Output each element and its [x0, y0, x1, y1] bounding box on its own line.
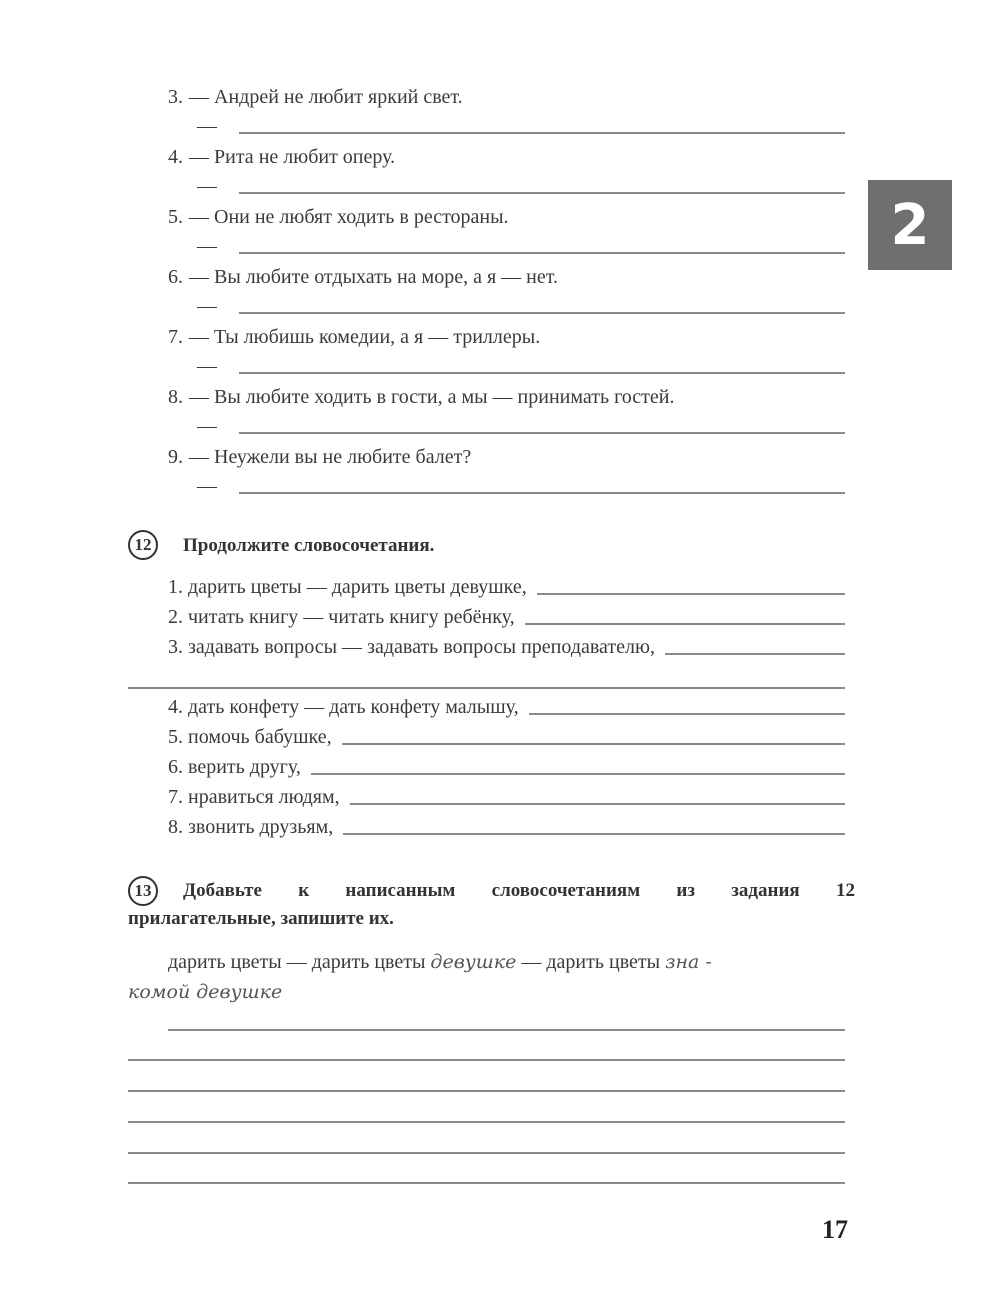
answer-row: [197, 415, 845, 438]
answer-line[interactable]: [168, 1029, 845, 1031]
chapter-tab: 2: [868, 180, 952, 270]
answer-line[interactable]: [128, 1059, 845, 1061]
exercise-13-title-line2: прилагательные, запишите их.: [128, 908, 394, 929]
answer-line[interactable]: [239, 432, 845, 434]
answer-line[interactable]: [239, 132, 845, 134]
answer-line[interactable]: [342, 743, 845, 745]
phrase-item: [168, 695, 845, 719]
exercise-12-number: 12: [128, 530, 158, 560]
answer-line[interactable]: [128, 1152, 845, 1154]
item-text: — Неужели вы не любите балет?: [189, 446, 472, 468]
phrase-text: 1. дарить цветы — дарить цветы девушке,: [168, 576, 527, 598]
answer-line[interactable]: [343, 833, 845, 835]
exercise-13-number: 13: [128, 876, 158, 906]
dialog-item: [168, 145, 395, 169]
phrase-text: 3. задавать вопросы — задавать вопросы преподавателю,: [168, 636, 655, 658]
dash: —: [197, 355, 217, 377]
phrase-item: [168, 605, 845, 629]
dash: —: [197, 295, 217, 317]
handwritten-answer: девушке: [430, 951, 517, 973]
item-text: — Вы любите отдыхать на море, а я — нет.: [189, 266, 558, 288]
answer-line[interactable]: [239, 312, 845, 314]
answer-line[interactable]: [239, 372, 845, 374]
answer-line[interactable]: [128, 1121, 845, 1123]
dash: —: [197, 475, 217, 497]
phrase-item: [168, 575, 845, 599]
item-number: 7.: [168, 326, 183, 348]
answer-row: [197, 175, 845, 198]
answer-row: [197, 235, 845, 258]
answer-line[interactable]: [665, 653, 845, 655]
example-line-2: [128, 980, 282, 1004]
answer-line[interactable]: [128, 687, 845, 689]
item-number: 5.: [168, 206, 183, 228]
dialog-item: [168, 445, 471, 469]
dialog-item: [168, 85, 463, 109]
phrase-text: 6. верить другу,: [168, 756, 301, 778]
example-text: — дарить цветы: [516, 951, 666, 973]
answer-line[interactable]: [529, 713, 845, 715]
item-number: 3.: [168, 86, 183, 108]
phrase-item: [168, 755, 845, 779]
phrase-item: [168, 785, 845, 809]
dash: —: [197, 115, 217, 137]
answer-row: [197, 475, 845, 498]
item-text: — Рита не любит оперу.: [189, 146, 396, 168]
item-number: 4.: [168, 146, 183, 168]
phrase-text: 8. звонить друзьям,: [168, 816, 334, 838]
example-line-1: [168, 950, 858, 974]
phrase-item: [168, 815, 845, 839]
handwritten-answer: зна -: [665, 951, 712, 973]
dash: —: [197, 235, 217, 257]
phrase-item: [168, 635, 845, 659]
item-text: — Вы любите ходить в гости, а мы — принимать гостей.: [189, 386, 675, 408]
answer-line[interactable]: [128, 1182, 845, 1184]
exercise-13-title-line1: Добавьте к написанным словосочетаниям из задания 12: [183, 880, 855, 901]
answer-line[interactable]: [525, 623, 845, 625]
item-text: — Они не любят ходить в рестораны.: [189, 206, 509, 228]
dash: —: [197, 415, 217, 437]
phrase-item: [168, 725, 845, 749]
answer-line[interactable]: [350, 803, 845, 805]
answer-row: [197, 295, 845, 318]
handwritten-answer: комой девушке: [128, 981, 283, 1003]
item-number: 6.: [168, 266, 183, 288]
answer-line[interactable]: [239, 492, 845, 494]
page-number: 17: [822, 1215, 848, 1244]
answer-line[interactable]: [537, 593, 845, 595]
phrase-text: 5. помочь бабушке,: [168, 726, 332, 748]
dialog-item: [168, 385, 675, 409]
exercise-12-title: Продолжите словосочетания.: [183, 535, 435, 556]
phrase-text: 2. читать книгу — читать книгу ребёнку,: [168, 606, 515, 628]
answer-line[interactable]: [239, 192, 845, 194]
answer-row: [197, 355, 845, 378]
answer-line[interactable]: [128, 1090, 845, 1092]
example-text: дарить цветы — дарить цветы: [168, 951, 431, 973]
dialog-item: [168, 205, 509, 229]
answer-line[interactable]: [239, 252, 845, 254]
answer-line[interactable]: [311, 773, 845, 775]
dialog-item: [168, 265, 558, 289]
item-text: — Андрей не любит яркий свет.: [189, 86, 463, 108]
answer-row: [197, 115, 845, 138]
item-number: 9.: [168, 446, 183, 468]
dialog-item: [168, 325, 540, 349]
item-number: 8.: [168, 386, 183, 408]
dash: —: [197, 175, 217, 197]
item-text: — Ты любишь комедии, а я — триллеры.: [189, 326, 541, 348]
phrase-text: 7. нравиться людям,: [168, 786, 340, 808]
phrase-text: 4. дать конфету — дать конфету малышу,: [168, 696, 519, 718]
